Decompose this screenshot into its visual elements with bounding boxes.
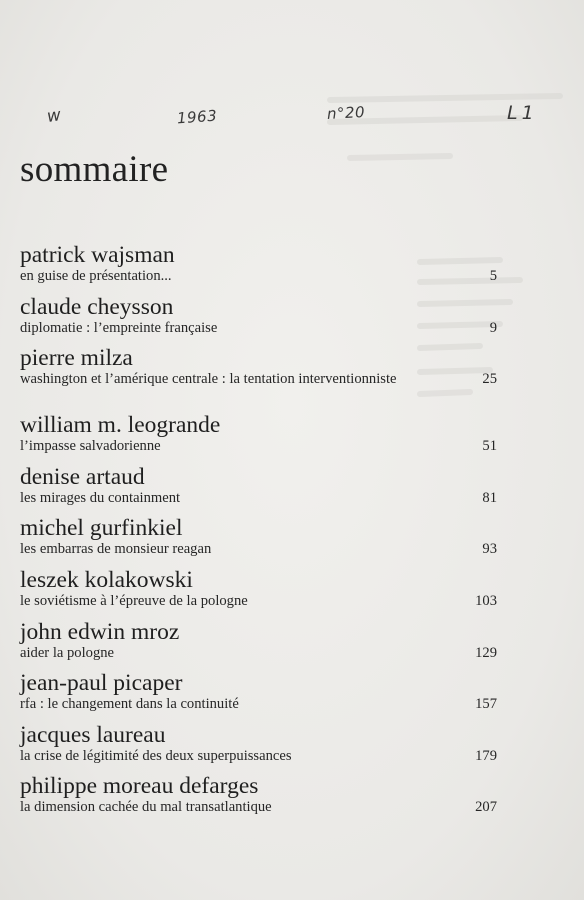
toc-entry bbox=[20, 242, 500, 294]
entry-page-number: 179 bbox=[475, 747, 497, 764]
entry-author: john edwin mroz bbox=[20, 618, 180, 645]
page-title: sommaire bbox=[20, 149, 169, 190]
entry-row bbox=[20, 645, 500, 662]
toc-entry bbox=[20, 515, 500, 567]
toc-entry bbox=[20, 294, 500, 346]
entry-title: washington et l’amérique centrale : la tentation interventionniste bbox=[20, 371, 397, 388]
entry-author: michel gurfinkiel bbox=[20, 515, 183, 542]
table-of-contents bbox=[20, 242, 500, 825]
entry-page-number: 93 bbox=[482, 541, 497, 558]
entry-title: la crise de légitimité des deux superpuissances bbox=[20, 747, 292, 764]
entry-page-number: 9 bbox=[489, 319, 497, 336]
entry-page-number: 157 bbox=[475, 696, 497, 713]
entry-title: les embarras de monsieur reagan bbox=[20, 541, 212, 558]
entry-page-number: 129 bbox=[475, 644, 497, 661]
toc-entry bbox=[20, 412, 500, 464]
entry-author: patrick wajsman bbox=[20, 242, 175, 268]
entry-row bbox=[20, 541, 500, 558]
entry-page-number: 25 bbox=[482, 371, 497, 388]
entry-title: diplomatie : l’empreinte française bbox=[20, 319, 218, 336]
entry-title: le soviétisme à l’épreuve de la pologne bbox=[20, 592, 248, 609]
entry-title: en guise de présentation... bbox=[20, 268, 172, 284]
entry-author: jacques laureau bbox=[20, 721, 166, 748]
entry-title: rfa : le changement dans la continuité bbox=[20, 696, 239, 713]
toc-entry bbox=[20, 670, 500, 722]
entry-title: les mirages du containment bbox=[20, 489, 181, 506]
toc-entry bbox=[20, 567, 500, 619]
entry-row bbox=[20, 696, 500, 713]
entry-author: jean-paul picaper bbox=[20, 670, 183, 697]
entry-title: la dimension cachée du mal transatlantique bbox=[20, 799, 272, 816]
entry-author: william m. leogrande bbox=[20, 412, 221, 439]
handwritten-year: 1963 bbox=[176, 106, 218, 128]
handwritten-annotations bbox=[0, 0, 584, 140]
entry-page-number: 103 bbox=[475, 592, 497, 609]
entry-page-number: 51 bbox=[482, 438, 497, 455]
entry-row bbox=[20, 268, 500, 285]
entry-title: l’impasse salvadorienne bbox=[20, 438, 161, 455]
toc-entry bbox=[20, 773, 500, 825]
entry-row bbox=[20, 371, 500, 388]
entry-author: pierre milza bbox=[20, 345, 133, 372]
toc-entry bbox=[20, 345, 500, 412]
entry-row bbox=[20, 438, 500, 455]
entry-row bbox=[20, 799, 500, 816]
entry-author: philippe moreau defarges bbox=[20, 773, 259, 800]
entry-page-number: 5 bbox=[489, 268, 497, 284]
entry-author: leszek kolakowski bbox=[20, 566, 193, 593]
entry-author: denise artaud bbox=[20, 463, 145, 490]
entry-row bbox=[20, 490, 500, 507]
handwritten-note: w bbox=[45, 105, 63, 127]
entry-page-number: 81 bbox=[482, 489, 497, 506]
entry-row bbox=[20, 748, 500, 765]
toc-entry bbox=[20, 722, 500, 774]
entry-author: claude cheysson bbox=[20, 293, 174, 320]
entry-page-number: 207 bbox=[475, 799, 497, 816]
toc-entry bbox=[20, 464, 500, 516]
handwritten-issue-number: n°20 bbox=[326, 103, 366, 123]
entry-row bbox=[20, 320, 500, 337]
entry-title: aider la pologne bbox=[20, 644, 115, 661]
entry-row bbox=[20, 593, 500, 610]
handwritten-code: L1 bbox=[507, 102, 538, 124]
toc-entry bbox=[20, 619, 500, 671]
